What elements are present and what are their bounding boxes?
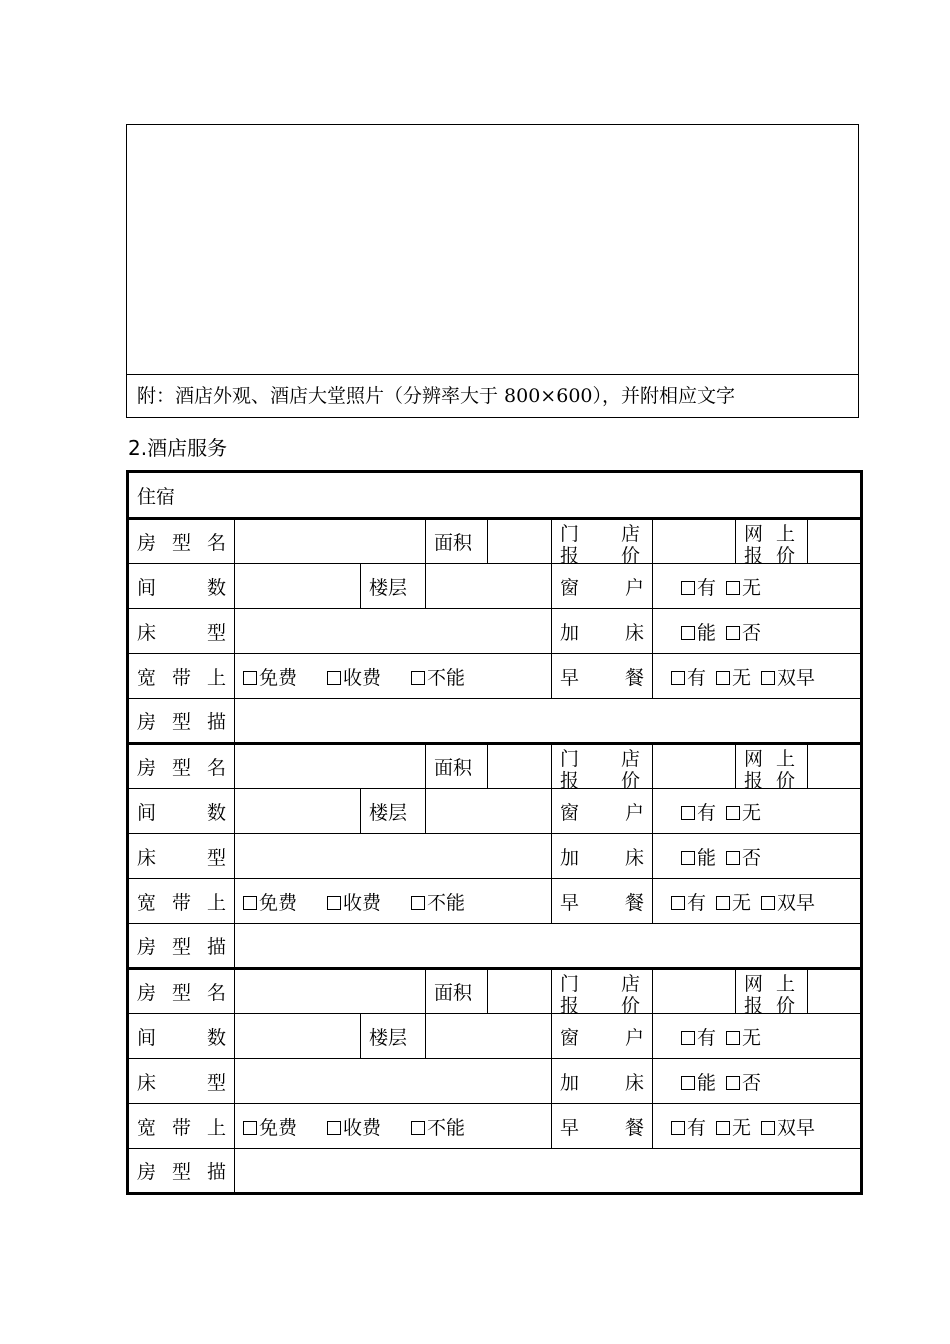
checkbox-icon[interactable] [681, 851, 695, 865]
online-price-text: 网 上 报 价 [744, 522, 795, 563]
checkbox-icon[interactable] [671, 1121, 685, 1135]
window-option[interactable] [681, 1023, 716, 1050]
broadband-field [235, 1104, 552, 1149]
option-label: 免费 [259, 1116, 298, 1139]
option-label: 双早 [777, 891, 816, 914]
floor-text: 楼层 [369, 576, 408, 599]
checkbox-icon[interactable] [716, 896, 730, 910]
broadband-text: 宽 带 上 [137, 1116, 226, 1139]
room-type-name-field[interactable] [235, 744, 426, 789]
option-label: 免费 [259, 666, 298, 689]
option-label: 不能 [427, 1116, 466, 1139]
section-title: 2.酒店服务 [128, 436, 228, 460]
room-type-name-text: 房 型 名 [137, 982, 226, 1004]
checkbox-icon[interactable] [716, 671, 730, 685]
room-count-label [128, 1014, 235, 1059]
window-text: 窗 户 [560, 801, 644, 824]
room-type-name-label [128, 744, 235, 789]
window-option[interactable] [726, 798, 761, 825]
table-header-label: 住宿 [137, 485, 176, 508]
extra-bed-options [661, 1068, 860, 1095]
floor-label [361, 564, 426, 609]
breakfast-text: 早 餐 [560, 891, 644, 914]
checkbox-icon[interactable] [726, 1076, 740, 1090]
room-count-field[interactable] [235, 789, 361, 834]
option-label: 能 [697, 846, 717, 869]
room-type-name-label [128, 519, 235, 564]
option-label: 免费 [259, 891, 298, 914]
checkbox-icon[interactable] [681, 806, 695, 820]
room-type-name-text: 房 型 名 [137, 757, 226, 779]
area-text: 面积 [434, 757, 473, 779]
option-label: 无 [742, 1026, 762, 1049]
breakfast-options [661, 888, 860, 915]
room-desc-field[interactable] [235, 699, 862, 744]
option-label: 收费 [343, 891, 382, 914]
store-price-label [552, 519, 653, 564]
option-label: 无 [732, 891, 752, 914]
online-price-label [736, 969, 808, 1014]
broadband-option[interactable] [243, 1113, 297, 1140]
window-options [661, 798, 860, 825]
store-price-label [552, 969, 653, 1014]
window-field [653, 789, 862, 834]
option-label: 有 [687, 891, 707, 914]
online-price-label [736, 519, 808, 564]
room-desc-label [128, 699, 235, 744]
extra-bed-field [653, 1059, 862, 1104]
broadband-label [128, 1104, 235, 1149]
window-option[interactable] [726, 573, 761, 600]
extra-bed-option[interactable] [681, 618, 716, 645]
checkbox-icon[interactable] [761, 1121, 775, 1135]
floor-label [361, 789, 426, 834]
bed-type-text: 床 型 [137, 1071, 226, 1094]
extra-bed-options [661, 843, 860, 870]
checkbox-icon[interactable] [243, 671, 257, 685]
room-count-text: 间 数 [137, 576, 226, 599]
online-price-text: 网 上 报 价 [744, 972, 795, 1013]
option-label: 否 [742, 846, 762, 869]
checkbox-icon[interactable] [681, 1076, 695, 1090]
breakfast-option[interactable] [716, 888, 751, 915]
window-label [552, 789, 653, 834]
option-label: 有 [697, 1026, 717, 1049]
bed-type-field[interactable] [235, 834, 552, 879]
broadband-option[interactable] [411, 1113, 465, 1140]
bed-type-label [128, 834, 235, 879]
breakfast-option[interactable] [716, 663, 751, 690]
broadband-options [243, 663, 551, 690]
extra-bed-text: 加 床 [560, 846, 644, 869]
broadband-option[interactable] [411, 663, 465, 690]
online-price-field[interactable] [808, 519, 862, 564]
area-field[interactable] [488, 969, 552, 1014]
floor-text: 楼层 [369, 801, 408, 824]
broadband-text: 宽 带 上 [137, 891, 226, 914]
window-field [653, 564, 862, 609]
room-count-text: 间 数 [137, 801, 226, 824]
breakfast-option[interactable] [761, 888, 815, 915]
area-text: 面积 [434, 982, 473, 1004]
online-price-field[interactable] [808, 744, 862, 789]
room-desc-label [128, 1149, 235, 1194]
option-label: 能 [697, 1071, 717, 1094]
extra-bed-text: 加 床 [560, 621, 644, 644]
store-price-label [552, 744, 653, 789]
bed-type-field[interactable] [235, 1059, 552, 1104]
extra-bed-field [653, 834, 862, 879]
online-price-text: 网 上 报 价 [744, 747, 795, 788]
floor-text: 楼层 [369, 1026, 408, 1049]
room-count-label [128, 789, 235, 834]
option-label: 能 [697, 621, 717, 644]
room-count-field[interactable] [235, 564, 361, 609]
store-price-text: 门 店 报 价 [560, 522, 640, 563]
room-type-name-label [128, 969, 235, 1014]
option-label: 无 [732, 1116, 752, 1139]
breakfast-option[interactable] [761, 1113, 815, 1140]
checkbox-icon[interactable] [411, 1121, 425, 1135]
breakfast-label [552, 1104, 653, 1149]
extra-bed-label [552, 834, 653, 879]
extra-bed-option[interactable] [681, 843, 716, 870]
checkbox-icon[interactable] [327, 1121, 341, 1135]
breakfast-option[interactable] [761, 663, 815, 690]
checkbox-icon[interactable] [716, 1121, 730, 1135]
bed-type-field[interactable] [235, 609, 552, 654]
area-label [426, 519, 488, 564]
store-price-field[interactable] [653, 969, 736, 1014]
option-label: 不能 [427, 891, 466, 914]
broadband-options [243, 1113, 551, 1140]
checkbox-icon[interactable] [671, 896, 685, 910]
breakfast-label [552, 879, 653, 924]
broadband-label [128, 654, 235, 699]
room-type-name-field[interactable] [235, 969, 426, 1014]
room-type-name-text: 房 型 名 [137, 532, 226, 554]
bed-type-text: 床 型 [137, 621, 226, 644]
option-label: 收费 [343, 1116, 382, 1139]
store-price-text: 门 店 报 价 [560, 747, 640, 788]
broadband-field [235, 654, 552, 699]
area-field[interactable] [488, 744, 552, 789]
room-desc-text: 房 型 描 [137, 1161, 226, 1183]
room-desc-text: 房 型 描 [137, 936, 226, 958]
window-text: 窗 户 [560, 576, 644, 599]
checkbox-icon[interactable] [726, 626, 740, 640]
option-label: 不能 [427, 666, 466, 689]
broadband-option[interactable] [411, 888, 465, 915]
bed-type-text: 床 型 [137, 846, 226, 869]
window-option[interactable] [681, 798, 716, 825]
broadband-field [235, 879, 552, 924]
photo-box [126, 124, 859, 418]
broadband-option[interactable] [327, 1113, 381, 1140]
floor-field[interactable] [426, 789, 552, 834]
extra-bed-label [552, 1059, 653, 1104]
window-field [653, 1014, 862, 1059]
checkbox-icon[interactable] [671, 671, 685, 685]
option-label: 收费 [343, 666, 382, 689]
window-label [552, 564, 653, 609]
breakfast-field [653, 654, 862, 699]
extra-bed-option[interactable] [681, 1068, 716, 1095]
extra-bed-option[interactable] [726, 1068, 761, 1095]
window-label [552, 1014, 653, 1059]
room-desc-field[interactable] [235, 924, 862, 969]
room-desc-field[interactable] [235, 1149, 862, 1194]
breakfast-text: 早 餐 [560, 1116, 644, 1139]
broadband-label [128, 879, 235, 924]
window-option[interactable] [681, 573, 716, 600]
window-option[interactable] [726, 1023, 761, 1050]
window-options [661, 1023, 860, 1050]
online-price-field[interactable] [808, 969, 862, 1014]
checkbox-icon[interactable] [681, 626, 695, 640]
breakfast-field [653, 1104, 862, 1149]
breakfast-option[interactable] [671, 663, 706, 690]
checkbox-icon[interactable] [327, 896, 341, 910]
broadband-option[interactable] [327, 663, 381, 690]
checkbox-icon[interactable] [411, 671, 425, 685]
checkbox-icon[interactable] [681, 581, 695, 595]
hotel-service-table [126, 470, 863, 1195]
broadband-options [243, 888, 551, 915]
option-label: 否 [742, 621, 762, 644]
photo-caption: 附：酒店外观、酒店大堂照片（分辨率大于 800×600），并附相应文字 [137, 385, 735, 407]
checkbox-icon[interactable] [726, 1031, 740, 1045]
extra-bed-option[interactable] [726, 618, 761, 645]
room-count-text: 间 数 [137, 1026, 226, 1049]
extra-bed-field [653, 609, 862, 654]
room-count-label [128, 564, 235, 609]
window-options [661, 573, 860, 600]
area-field[interactable] [488, 519, 552, 564]
broadband-option[interactable] [327, 888, 381, 915]
breakfast-option[interactable] [716, 1113, 751, 1140]
photo-placeholder [127, 125, 858, 375]
room-desc-text: 房 型 描 [137, 711, 226, 733]
store-price-field[interactable] [653, 744, 736, 789]
floor-label [361, 1014, 426, 1059]
extra-bed-option[interactable] [726, 843, 761, 870]
broadband-option[interactable] [243, 663, 297, 690]
breakfast-options [661, 1113, 860, 1140]
area-label [426, 744, 488, 789]
option-label: 双早 [777, 1116, 816, 1139]
floor-field[interactable] [426, 564, 552, 609]
extra-bed-options [661, 618, 860, 645]
checkbox-icon[interactable] [726, 581, 740, 595]
option-label: 双早 [777, 666, 816, 689]
checkbox-icon[interactable] [411, 896, 425, 910]
bed-type-label [128, 1059, 235, 1104]
breakfast-field [653, 879, 862, 924]
breakfast-options [661, 663, 860, 690]
window-text: 窗 户 [560, 1026, 644, 1049]
area-text: 面积 [434, 532, 473, 554]
breakfast-option[interactable] [671, 1113, 706, 1140]
bed-type-label [128, 609, 235, 654]
checkbox-icon[interactable] [726, 806, 740, 820]
floor-field[interactable] [426, 1014, 552, 1059]
checkbox-icon[interactable] [761, 896, 775, 910]
checkbox-icon[interactable] [243, 1121, 257, 1135]
option-label: 有 [687, 1116, 707, 1139]
online-price-label [736, 744, 808, 789]
option-label: 有 [697, 576, 717, 599]
checkbox-icon[interactable] [327, 671, 341, 685]
extra-bed-text: 加 床 [560, 1071, 644, 1094]
option-label: 否 [742, 1071, 762, 1094]
store-price-text: 门 店 报 价 [560, 972, 640, 1013]
option-label: 无 [742, 801, 762, 824]
broadband-text: 宽 带 上 [137, 666, 226, 689]
store-price-field[interactable] [653, 519, 736, 564]
option-label: 有 [687, 666, 707, 689]
checkbox-icon[interactable] [681, 1031, 695, 1045]
option-label: 无 [732, 666, 752, 689]
breakfast-label [552, 654, 653, 699]
table-header [128, 472, 862, 519]
breakfast-text: 早 餐 [560, 666, 644, 689]
checkbox-icon[interactable] [761, 671, 775, 685]
room-type-name-field[interactable] [235, 519, 426, 564]
room-desc-label [128, 924, 235, 969]
extra-bed-label [552, 609, 653, 654]
checkbox-icon[interactable] [726, 851, 740, 865]
area-label [426, 969, 488, 1014]
room-count-field[interactable] [235, 1014, 361, 1059]
option-label: 无 [742, 576, 762, 599]
breakfast-option[interactable] [671, 888, 706, 915]
broadband-option[interactable] [243, 888, 297, 915]
checkbox-icon[interactable] [243, 896, 257, 910]
option-label: 有 [697, 801, 717, 824]
